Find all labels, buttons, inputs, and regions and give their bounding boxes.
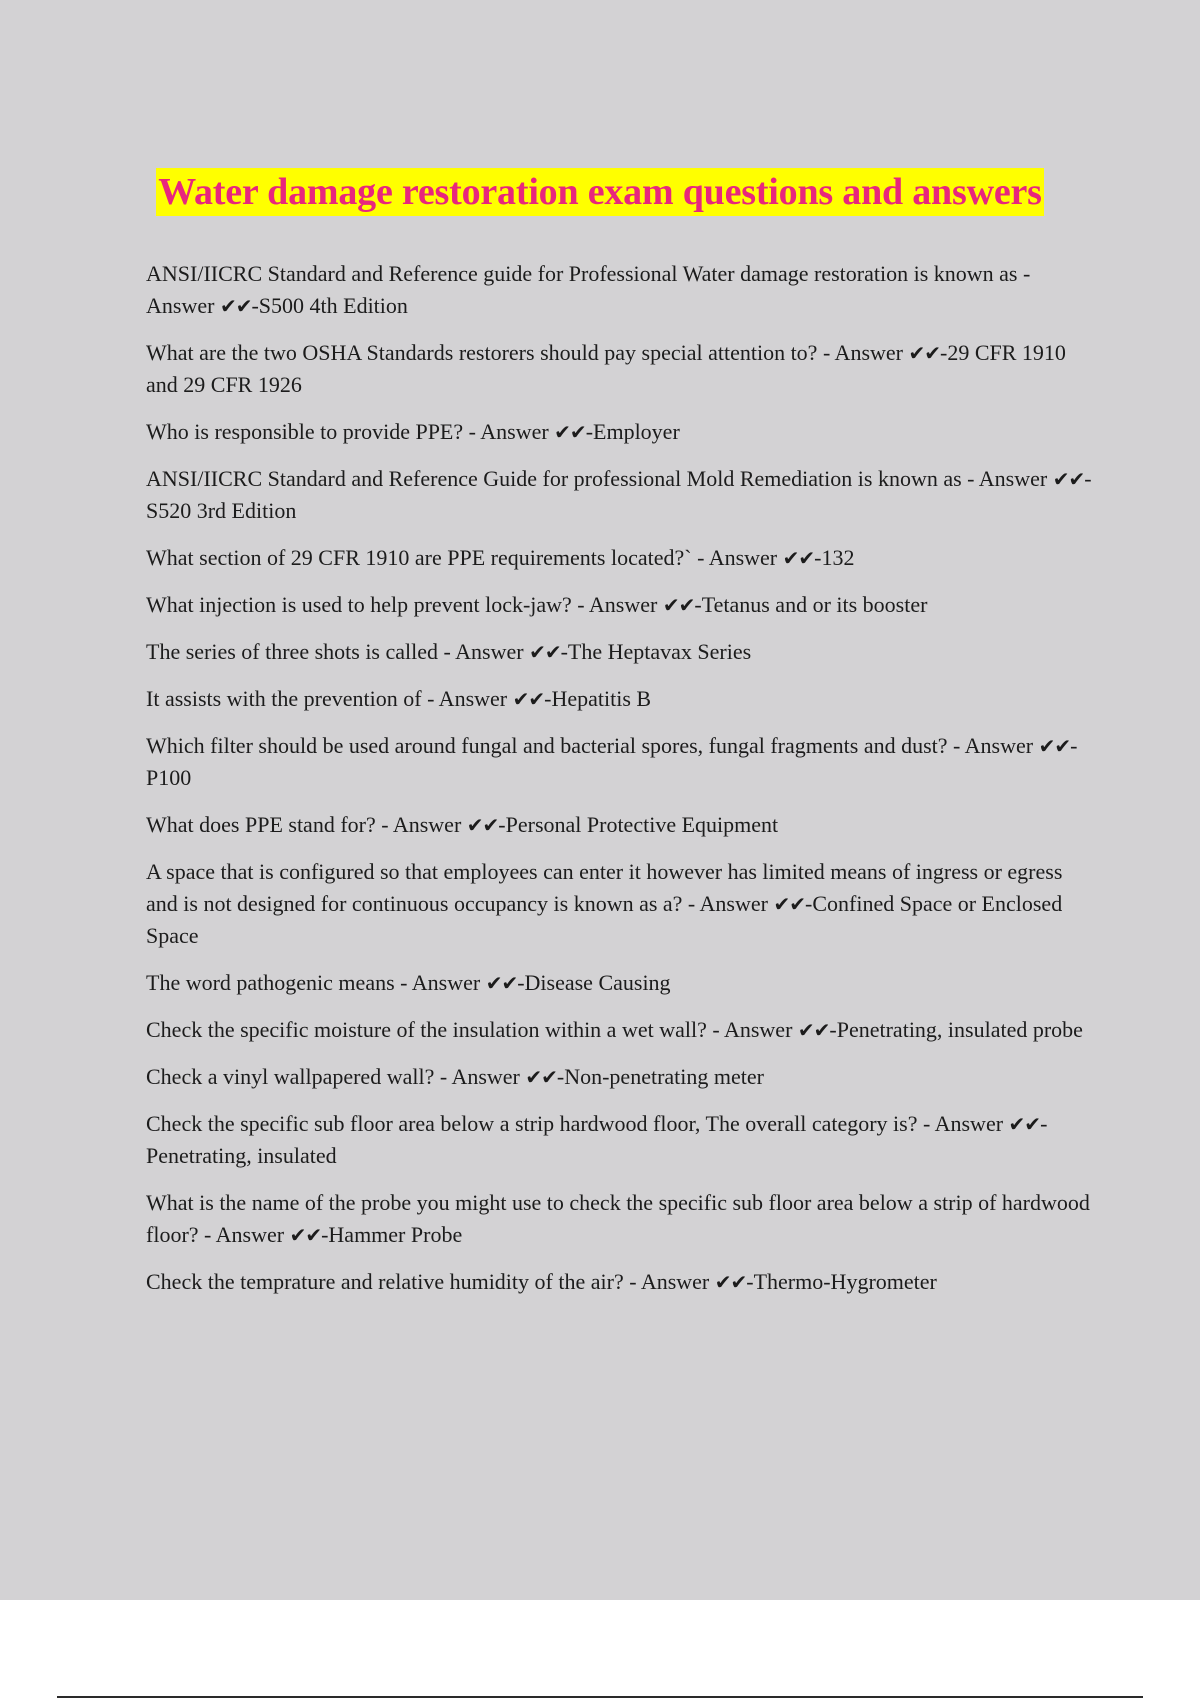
- answer-text: -Hepatitis B: [544, 686, 652, 711]
- question-text: ANSI/IICRC Standard and Reference Guide for professional Mold Remediation is known as - Answer: [146, 466, 1053, 491]
- qa-item: [146, 1061, 1096, 1093]
- qa-item: [146, 337, 1096, 401]
- qa-list: [146, 258, 1096, 1313]
- qa-item: [146, 683, 1096, 715]
- answer-text: -The Heptavax Series: [560, 639, 752, 664]
- qa-item: [146, 1266, 1096, 1298]
- question-text: What section of 29 CFR 1910 are PPE requirements located?` - Answer: [146, 545, 783, 570]
- answer-text: -Thermo-Hygrometer: [746, 1269, 937, 1294]
- checkmark-icon: ✔✔: [529, 640, 561, 664]
- checkmark-icon: ✔✔: [714, 1270, 747, 1294]
- document-title: Water damage restoration exam questions and answers: [156, 168, 1044, 216]
- answer-text: -Personal Protective Equipment: [498, 812, 779, 837]
- question-text: A space that is configured so that employees can enter it however has limited means of ingress or egress and is not designed for continuous occupancy is known as a? - Answer: [146, 859, 1063, 916]
- question-text: Check the specific moisture of the insulation within a wet wall? - Answer: [146, 1017, 798, 1042]
- checkmark-icon: ✔✔: [1038, 734, 1071, 758]
- question-text: The series of three shots is called - Answer: [146, 639, 530, 664]
- question-text: Check a vinyl wallpapered wall? - Answer: [146, 1064, 526, 1089]
- checkmark-icon: ✔✔: [662, 593, 695, 617]
- checkmark-icon: ✔✔: [466, 813, 499, 837]
- qa-item: [146, 1014, 1096, 1046]
- qa-item: [146, 542, 1096, 574]
- question-text: What injection is used to help prevent lock-jaw? - Answer: [146, 592, 663, 617]
- question-text: Which filter should be used around fungal and bacterial spores, fungal fragments and dust? - Answer: [146, 733, 1039, 758]
- checkmark-icon: ✔✔: [797, 1018, 830, 1042]
- question-text: What is the name of the probe you might use to check the specific sub floor area below a strip of hardwood floor? - Answer: [146, 1190, 1090, 1247]
- answer-text: -Tetanus and or its booster: [694, 592, 928, 617]
- checkmark-icon: ✔✔: [908, 341, 940, 365]
- qa-item: [146, 856, 1096, 952]
- footer-divider: [57, 1696, 1143, 1698]
- question-text: What does PPE stand for? - Answer: [146, 812, 467, 837]
- qa-item: [146, 809, 1096, 841]
- question-text: Check the specific sub floor area below a strip hardwood floor, The overall category is? - Answer: [146, 1111, 1009, 1136]
- checkmark-icon: ✔✔: [525, 1065, 557, 1089]
- qa-item: [146, 589, 1096, 621]
- question-text: Who is responsible to provide PPE? - Answer: [146, 419, 555, 444]
- checkmark-icon: ✔✔: [219, 294, 252, 318]
- answer-text: -S500 4th Edition: [251, 293, 408, 318]
- qa-item: [146, 416, 1096, 448]
- answer-text: -132: [814, 545, 855, 570]
- question-text: ANSI/IICRC Standard and Reference guide for Professional Water damage restoration is known as - Answer: [146, 261, 1031, 318]
- qa-item: [146, 1108, 1096, 1172]
- answer-text: -Hammer Probe: [321, 1222, 463, 1247]
- checkmark-icon: ✔✔: [1052, 467, 1085, 491]
- checkmark-icon: ✔✔: [289, 1223, 322, 1247]
- answer-text: -Disease Causing: [517, 970, 671, 995]
- checkmark-icon: ✔✔: [773, 892, 805, 916]
- qa-item: [146, 258, 1096, 322]
- qa-item: [146, 463, 1096, 527]
- qa-item: [146, 636, 1096, 668]
- answer-text: -Employer: [585, 419, 680, 444]
- answer-text: -29 CFR 1910 and 29 CFR 1926: [146, 340, 1066, 397]
- answer-text: -Confined Space or Enclosed Space: [146, 891, 1063, 948]
- page-footer: [0, 1600, 1200, 1700]
- answer-text: -P100: [146, 733, 1078, 790]
- answer-text: -Penetrating, insulated: [146, 1111, 1048, 1168]
- question-text: Check the temprature and relative humidity of the air? - Answer: [146, 1269, 715, 1294]
- qa-item: [146, 1187, 1096, 1251]
- checkmark-icon: ✔✔: [554, 420, 586, 444]
- qa-item: [146, 967, 1096, 999]
- checkmark-icon: ✔✔: [512, 687, 545, 711]
- qa-item: [146, 730, 1096, 794]
- checkmark-icon: ✔✔: [485, 971, 518, 995]
- checkmark-icon: ✔✔: [782, 546, 815, 570]
- title-container: [0, 168, 1200, 216]
- question-text: It assists with the prevention of - Answer: [146, 686, 513, 711]
- checkmark-icon: ✔✔: [1008, 1112, 1041, 1136]
- answer-text: -Non-penetrating meter: [556, 1064, 764, 1089]
- answer-text: -S520 3rd Edition: [146, 466, 1092, 523]
- question-text: The word pathogenic means - Answer: [146, 970, 486, 995]
- question-text: What are the two OSHA Standards restorers should pay special attention to? - Answer: [146, 340, 909, 365]
- answer-text: -Penetrating, insulated probe: [829, 1017, 1083, 1042]
